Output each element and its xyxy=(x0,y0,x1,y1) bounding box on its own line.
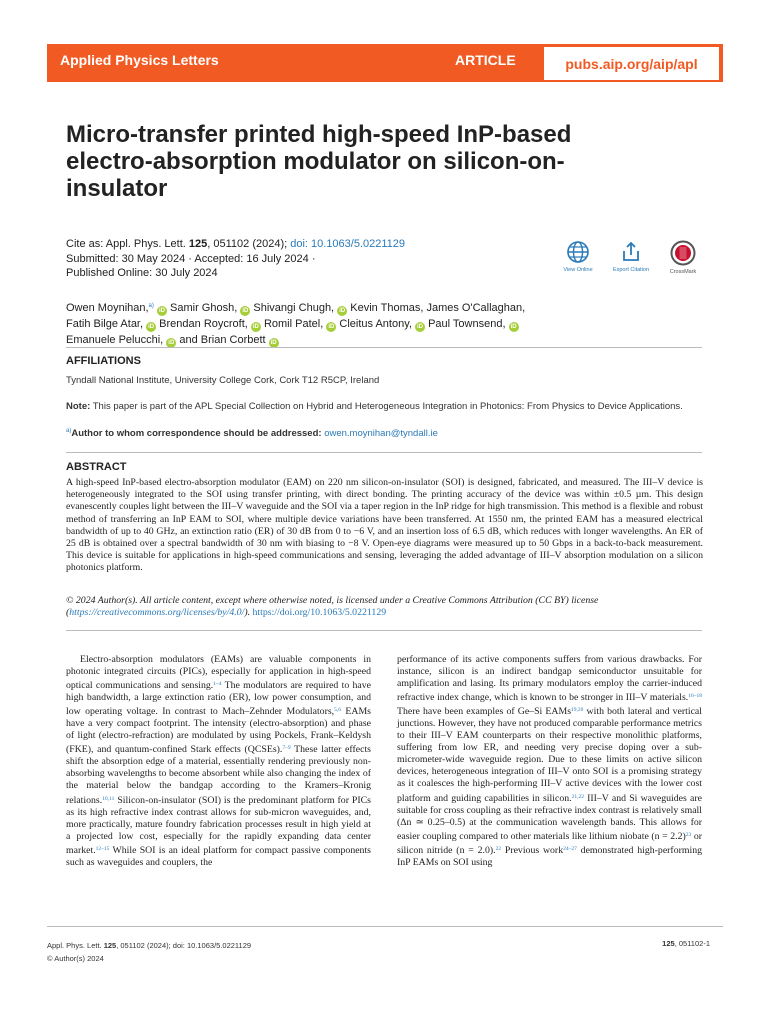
section-divider xyxy=(66,630,702,631)
cite-prefix: Cite as: Appl. Phys. Lett. xyxy=(66,238,189,250)
author[interactable]: Samir Ghosh, xyxy=(170,302,238,314)
export-citation-label: Export Citation xyxy=(612,267,650,273)
cite-rest: , 051102 (2024); xyxy=(207,238,291,250)
reference-link[interactable]: 19,20 xyxy=(571,707,584,714)
orcid-icon[interactable]: iD xyxy=(417,324,423,330)
reference-link[interactable]: 22 xyxy=(495,845,502,852)
reference-link[interactable]: 1–4 xyxy=(213,681,222,688)
article-tools xyxy=(558,240,708,280)
orcid-icon[interactable]: iD xyxy=(242,308,249,314)
orcid-icon[interactable]: iD xyxy=(328,324,335,330)
orcid-icon[interactable]: iD xyxy=(168,340,175,346)
abstract-heading: ABSTRACT xyxy=(66,461,127,473)
doi-link[interactable]: doi: 10.1063/5.0221129 xyxy=(290,238,406,250)
author[interactable]: Fatih Bilge Atar, xyxy=(66,318,144,330)
cite-volume: 125 xyxy=(188,238,208,250)
globe-icon xyxy=(566,240,590,264)
section-divider xyxy=(66,452,702,453)
view-online-label: View Online xyxy=(563,267,593,273)
author-footnote-mark: a) xyxy=(148,303,154,309)
section-divider xyxy=(66,347,702,348)
author[interactable]: Brendan Roycroft, xyxy=(159,318,248,330)
page-number: 125, 051102-1 xyxy=(662,939,710,948)
body-column-right xyxy=(397,654,702,869)
body-paragraph: performance of its active components suffers from various drawbacks. For instance, silicon is an indirect bandgap semiconductor unsuitable for amplification and lasing. Its primary modulators employ the carrier-induced refractive index change, which is known to be stronger in III–V materials.$^{16-18}$ There have been examples of Ge–Si EAMs$^{19,20}$ with both lateral and vertical junctions. However, they have not produced comparable performance metrics to their III–V EAM counterparts on their respective monolithic platforms, suffering from low ER, and needing very precise doping over a sub-micrometer-wide waveguide region. Due to these limits on active silicon devices, heterogeneous integration of III–V onto SOI is a promising strategy as it coalesces the high-performing III–V active devices with the lower cost platform and guiding capabilities in silicon.$^{21,22}$ III–V and Si waveguides are suitable for cross coupling as their refractive index contrast is relatively small (Δn ≃ 0.25–0.5) at the communication wavelength bands. This allows for easier coupling compared to other materials like lithium niobate (n = 2.2)$^{23}$ or silicon nitride (n = 2.0).$^{22}$ Previous work$^{24-27}$ demonstrated high-performing InP EAMs on SOI using xyxy=(397,654,702,868)
export-icon xyxy=(619,240,643,264)
note-label: Note: xyxy=(66,401,91,412)
orcid-icon[interactable]: iD xyxy=(339,308,346,314)
reference-link[interactable]: 23 xyxy=(685,831,692,838)
note-text: This paper is part of the APL Special Collection on Hybrid and Heterogeneous Integration in Photonics: From Physics to Device Applications. xyxy=(90,401,683,412)
article-doi-link[interactable]: https://doi.org/10.1063/5.0221129 xyxy=(252,607,387,619)
correspondence-label: Author to whom correspondence should be addressed: xyxy=(71,428,325,439)
body-column-left xyxy=(66,654,371,869)
footer-divider xyxy=(47,926,723,927)
orcid-icon[interactable]: iD xyxy=(270,340,277,346)
footer-copyright: © Author(s) 2024 xyxy=(47,954,104,963)
abstract-text: A high-speed InP-based electro-absorption modulator (EAM) on 220 nm silicon-on-insulator (SOI) is designed, fabricated, and measured. The III–V device is heterogeneously integrated to the SOI using transfer printing, with direct bonding. The printing accuracy of the device was within ±0.5 µm. This design evanescently couples light between the III–V waveguide and the SOI via a taper region in the InP ridge for high transmission. This method is a flexible and robust method of transferring an InP EAM to SOI, where multiple device variations have been transferred. At 1550 nm, the printed EAM has a measured electrical bandwidth of up to 40 GHz, an extinction ratio (ER) of 30 dB from 0 to −6 V, and an insertion loss of 6.5 dB, which reduces with longer wavelengths. An ER of 25 dB is obtained over a spectral bandwidth of 30 nm with biasing to −8 V. Open-eye diagrams were measured up to 50 Gbps in a back-to-back measurement. This device is suitable for applications in high-speed communications and sensing, leveraging the added advantage of III–V absorption modulation on a silicon photonics platform. xyxy=(66,477,703,574)
license-mid: ). xyxy=(244,607,253,619)
export-citation-button[interactable] xyxy=(606,240,656,273)
author[interactable]: Shivangi Chugh, xyxy=(253,302,335,314)
correspondence-email[interactable]: owen.moynihan@tyndall.ie xyxy=(324,428,438,439)
reference-link[interactable]: 21,22 xyxy=(571,793,584,800)
license-text: © 2024 Author(s). All article content, except where otherwise noted, is licensed under a Creative Commons Attribution (CC BY) license ( xyxy=(66,595,599,619)
orcid-icon[interactable]: iD xyxy=(252,324,259,330)
author[interactable]: Owen Moynihan, xyxy=(66,302,149,314)
reference-link[interactable]: 16–18 xyxy=(688,693,702,700)
crossmark-button[interactable] xyxy=(658,240,708,275)
affiliations-heading: AFFILIATIONS xyxy=(66,355,141,367)
orcid-icon[interactable]: iD xyxy=(158,308,165,314)
reference-link[interactable]: 7–9 xyxy=(282,745,291,752)
author[interactable]: Kevin Thomas, James O'Callaghan, xyxy=(350,302,526,314)
body-paragraph: Electro-absorption modulators (EAMs) are valuable components in photonic integrated circuits (PICs), especially for application in high-speed optical communications and sensing.$^{1-4}$ The modulators are required to have high bandwidth, a large extinction ratio (ER), low power consumption, and low operating voltage. In contrast to Mach–Zehnder Modulators,$^{5,6}$ EAMs have a very compact footprint. The intensity (electro-absorption) and phase of light (electro-refraction) are modulated by using Pockels, Frank–Keldysh (FKE), and quantum-confined Stark effects (QCSEs).$^{7-9}$ These latter effects shift the absorption edge of a material, essentially rendering previously non-absorbing wavelengths to become absorbent while also changing the index of the material below the bandgap according to the Kramers–Kronig relations.$^{10,11}$ Silicon-on-insulator (SOI) is the predominant platform for PICs as its high refractive index contrast allows for sub-micron waveguides, and, more practically, mature foundry fabrication processes result in high yield at a projected low cost, especially for the rapidly expanding data center market.$^{12-15}$ While SOI is an ideal platform for compact passive components such as waveguides and couplers, the xyxy=(66,654,371,868)
author[interactable]: Romil Patel, xyxy=(263,318,324,330)
crossmark-icon xyxy=(670,240,696,266)
correspondence xyxy=(66,425,706,441)
submission-dates: Submitted: 30 May 2024 · Accepted: 16 July 2024 · xyxy=(66,252,316,265)
journal-url-box[interactable] xyxy=(544,47,719,80)
paper-title: Micro-transfer printed high-speed InP-based electro-absorption modulator on silicon-on-insulator xyxy=(66,121,572,202)
view-online-button[interactable] xyxy=(553,240,603,273)
footer-citation: Appl. Phys. Lett. 125, 051102 (2024); doi: 10.1063/5.0221129 © Author(s) 2024 xyxy=(47,941,252,963)
author[interactable]: Paul Townsend, xyxy=(428,318,506,330)
license-statement xyxy=(66,595,703,619)
institution: Tyndall National Institute, University College Cork, Cork T12 R5CP, Ireland xyxy=(66,375,380,386)
journal-name[interactable]: Applied Physics Letters xyxy=(60,52,219,68)
article-type-label: ARTICLE xyxy=(455,52,516,68)
crossmark-label: CrossMark xyxy=(669,269,697,275)
reference-link[interactable]: 10,11 xyxy=(102,795,115,802)
correspondence-mark: a) xyxy=(66,428,72,434)
author-list xyxy=(66,298,686,348)
citation-block xyxy=(66,237,405,281)
reference-link[interactable]: 12–15 xyxy=(95,845,110,852)
reference-link[interactable]: 5,6 xyxy=(334,707,341,714)
author[interactable]: and Brian Corbett xyxy=(179,334,266,346)
reference-link[interactable]: 24–27 xyxy=(563,845,577,852)
orcid-icon[interactable]: iD xyxy=(148,324,155,330)
author[interactable]: Emanuele Pelucchi, xyxy=(66,334,164,346)
journal-url[interactable]: pubs.aip.org/aip/apl xyxy=(565,55,698,72)
author[interactable]: Cleitus Antony, xyxy=(339,318,412,330)
collection-note xyxy=(66,401,706,414)
published-date: Published Online: 30 July 2024 xyxy=(66,267,218,279)
orcid-icon[interactable]: iD xyxy=(510,324,517,330)
license-link[interactable]: https://creativecommons.org/licenses/by/4.0/ xyxy=(69,607,245,619)
